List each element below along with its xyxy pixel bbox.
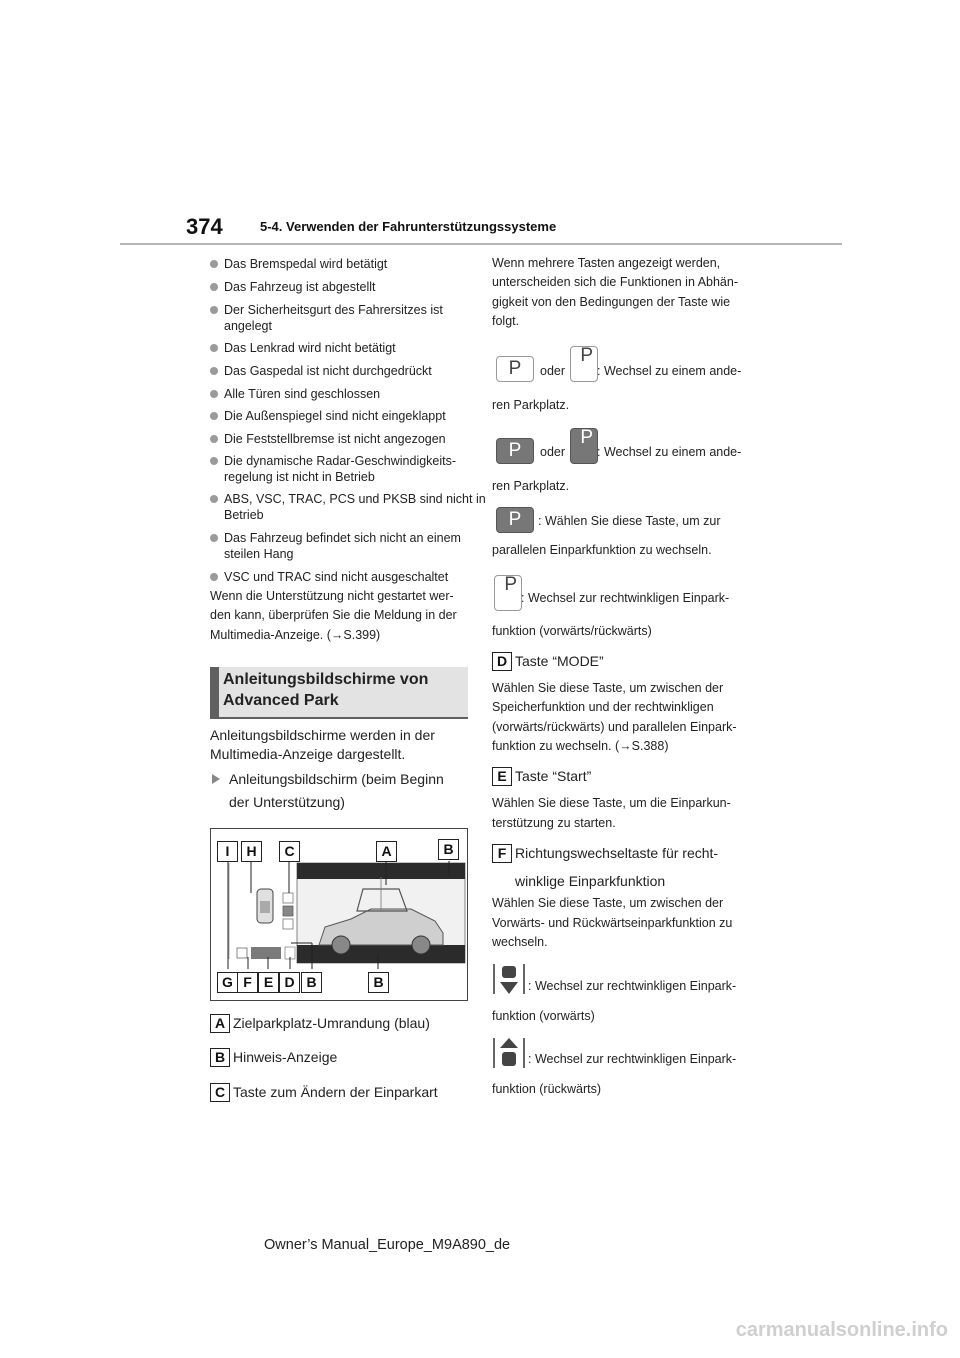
legend-text-a: Zielparkplatz-Umrandung (blau): [233, 1015, 430, 1031]
paragraph-line: : Wechsel zur rechtwinkligen Einpark-: [528, 1052, 737, 1066]
legend-text-b: Hinweis-Anzeige: [233, 1049, 338, 1065]
legend-title-e: Taste “Start”: [515, 768, 592, 784]
callout-d: D: [279, 972, 300, 993]
section-heading-bar: [210, 667, 219, 717]
legend-key-f: F: [492, 844, 512, 863]
legend-title-f: Richtungswechseltaste für recht-: [515, 845, 719, 861]
paragraph-line: : Wechsel zur rechtwinkligen Einpark-: [528, 979, 737, 993]
callout-a: A: [376, 841, 397, 862]
paragraph-line: (vorwärts/rückwärts) und parallelen Einpark-: [492, 720, 737, 734]
paragraph-line: funktion (vorwärts/rückwärts): [492, 624, 652, 638]
paragraph-line: Wählen Sie diese Taste, um zwischen der: [492, 681, 724, 695]
legend-key-a: A: [210, 1014, 230, 1033]
p-key-light-icon: P: [496, 356, 534, 382]
triangle-bullet-icon: [212, 774, 220, 784]
bullet-item: Die Feststellbremse ist nicht angezogen: [210, 431, 486, 447]
bullet-item: Der Sicherheitsgurt des Fahrersitzes ist angelegt: [210, 302, 486, 335]
callout-e: E: [258, 972, 279, 993]
legend-title-f: winklige Einparkfunktion: [515, 873, 666, 889]
section-title: Anleitungsbildschirme von: [223, 671, 429, 688]
bullet-item: Das Gaspedal ist nicht durchgedrückt: [210, 363, 486, 379]
paragraph-line: : Wechsel zur rechtwinkligen Einpark-: [521, 591, 730, 605]
callout-b: B: [301, 972, 322, 993]
p-key-dark-tall-icon: P: [570, 428, 598, 464]
forward-park-icon: [492, 962, 526, 998]
callout-h: H: [241, 841, 262, 862]
callout-f: F: [237, 972, 258, 993]
bullet-item: Die dynamische Radar-Geschwindigkeits-regelung ist nicht in Betrieb: [210, 453, 486, 486]
bullet-item: Alle Türen sind geschlossen: [210, 386, 486, 402]
legend-text-c: Taste zum Ändern der Einparkart: [233, 1084, 438, 1100]
callout-i: I: [217, 841, 238, 862]
legend-key-d: D: [492, 652, 512, 671]
guidance-screen-diagram: [210, 828, 468, 1001]
paragraph-line: wechseln.: [492, 935, 548, 949]
legend-key-c: C: [210, 1083, 230, 1102]
paragraph-line: : Wechsel zu einem ande-: [597, 364, 742, 378]
footer-text: Owner’s Manual_Europe_M9A890_de: [264, 1237, 511, 1253]
reverse-park-icon: [492, 1036, 526, 1072]
paragraph-line: funktion (vorwärts): [492, 1009, 595, 1023]
paragraph-line: folgt.: [492, 314, 520, 328]
callout-b: B: [438, 839, 459, 860]
paragraph-line: funktion (rückwärts): [492, 1082, 602, 1096]
bullet-item: Das Lenkrad wird nicht betätigt: [210, 340, 486, 356]
section-title: Advanced Park: [223, 692, 339, 709]
header-rule: [120, 243, 842, 245]
watermark: carmanualsonline.info: [735, 1319, 948, 1341]
bullet-item: Die Außenspiegel sind nicht eingeklappt: [210, 408, 486, 424]
paragraph-line: parallelen Einparkfunktion zu wechseln.: [492, 543, 712, 557]
intro-line: Anleitungsbildschirme werden in der: [210, 727, 435, 743]
callout-b: B: [368, 972, 389, 993]
sub-heading-line: Anleitungsbildschirm (beim Beginn: [229, 771, 444, 787]
paragraph-line: Wenn die Unterstützung nicht gestartet wer-: [210, 589, 454, 603]
paragraph-line: terstützung zu starten.: [492, 816, 616, 830]
callout-c: C: [279, 841, 300, 862]
intro-line: Multimedia-Anzeige dargestellt.: [210, 746, 406, 762]
p-key-light-tall-icon: P: [570, 346, 598, 382]
bullet-item: Das Fahrzeug befindet sich nicht an einem steilen Hang: [210, 530, 486, 563]
legend-title-d: Taste “MODE”: [515, 653, 604, 669]
sub-heading-line: der Unterstützung): [229, 794, 345, 810]
paragraph-line: funktion zu wechseln. (→S.388): [492, 739, 669, 753]
bullet-item: Das Bremspedal wird betätigt: [210, 256, 486, 272]
paragraph-line: Speicherfunktion und der rechtwinkligen: [492, 700, 714, 714]
legend-key-e: E: [492, 767, 512, 786]
paragraph-line: Multimedia-Anzeige. (→S.399): [210, 628, 381, 642]
running-head: 5-4. Verwenden der Fahrunterstützungssysteme: [260, 219, 557, 234]
parallel-park-key-icon: P: [496, 507, 534, 533]
paragraph-line: gigkeit von den Bedingungen der Taste wie: [492, 295, 731, 309]
oder-text: oder: [540, 364, 566, 378]
paragraph-line: : Wählen Sie diese Taste, um zur: [538, 514, 721, 528]
oder-text: oder: [540, 445, 566, 459]
bullet-item: VSC und TRAC sind nicht ausgeschaltet: [210, 569, 486, 585]
paragraph-line: Wenn mehrere Tasten angezeigt werden,: [492, 256, 721, 270]
p-key-dark-icon: P: [496, 438, 534, 464]
section-heading-rule: [210, 717, 468, 719]
bullet-item: Das Fahrzeug ist abgestellt: [210, 279, 486, 295]
paragraph-line: den kann, überprüfen Sie die Meldung in der: [210, 608, 457, 622]
page-number: 374: [186, 214, 223, 239]
paragraph-line: Wählen Sie diese Taste, um die Einparkun-: [492, 796, 731, 810]
paragraph-line: Vorwärts- und Rückwärtseinparkfunktion zu: [492, 916, 733, 930]
paragraph-line: ren Parkplatz.: [492, 398, 570, 412]
callout-g: G: [217, 972, 238, 993]
legend-key-b: B: [210, 1048, 230, 1067]
bullet-item: ABS, VSC, TRAC, PCS und PKSB sind nicht in Betrieb: [210, 491, 486, 524]
paragraph-line: Wählen Sie diese Taste, um zwischen der: [492, 896, 724, 910]
paragraph-line: : Wechsel zu einem ande-: [597, 445, 742, 459]
perpendicular-park-key-icon: P: [494, 575, 522, 611]
paragraph-line: unterscheiden sich die Funktionen in Abhän-: [492, 275, 738, 289]
paragraph-line: ren Parkplatz.: [492, 479, 570, 493]
